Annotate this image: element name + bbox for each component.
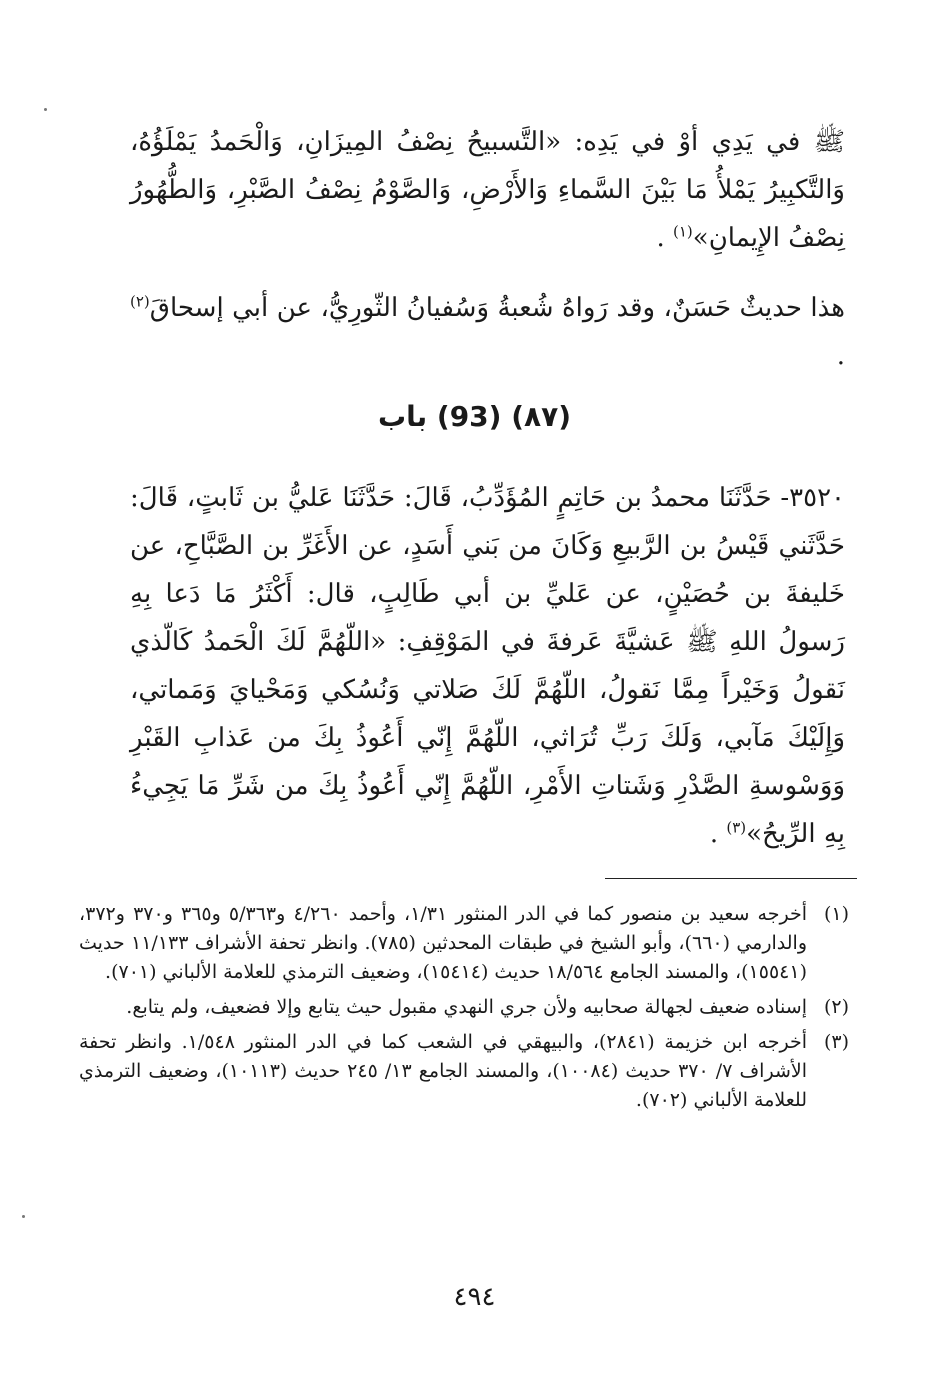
hadith-paragraph	[130, 474, 845, 858]
footnote-ref-2: (٢)	[130, 292, 150, 311]
footnote-2	[79, 993, 849, 1022]
footnotes-section	[79, 900, 849, 1121]
paragraph-end: .	[709, 819, 727, 849]
footnote-text: إسناده ضعيف لجهالة صحابيه ولأن جري النهدي مقبول حيث يتابع وإلا فضعيف، ولم يتابع.	[126, 996, 807, 1018]
footnote-text: أخرجه ابن خزيمة (٢٨٤١)، والبيهقي في الشعب كما في الدر المنثور ١/٥٤٨. وانظر تحفة الأشراف ٧/ ٣٧٠ حديث (١٠٠٨٤)، والمسند الجامع ١٣/ ٢٤٥ حديث (١٠١١٣)، وضعيف الترمذي للعلامة الألباني (٧٠٢).	[79, 1031, 808, 1111]
page-number: ٤٩٤	[453, 1282, 496, 1312]
hadith-grading-text: هذا حديثٌ حَسَنٌ، وقد رَواهُ شُعبةُ وَسُفيانُ الثّورِيُّ، عن أبي إسحاقَ	[149, 293, 845, 323]
footnote-1	[79, 900, 849, 987]
hadith-text: ٣٥٢٠- حَدَّثَنَا محمدُ بن حَاتِمٍ المُؤَدِّبُ، قَالَ: حَدَّثَنَا عَليُّ بن ثَابتٍ، قَالَ: حَدَّثَني قَيْسُ بن الرَّبيعِ وَكَانَ من بَني أَسَدٍ، عن الأَغَرِّ بن الصَّبَّاحِ، عن خَليفةَ بن حُصَيْنٍ، عن عَليِّ بن أبي طَالِبٍ، قال: أَكْثَرُ مَا دَعا بِهِ رَسولُ اللهِ ﷺ عَشيَّةَ عَرفةَ في المَوْقِفِ: «اللّهُمَّ لَكَ الْحَمدُ كَالّذي نَقولُ وَخَيْراً مِمَّا نَقولُ، اللّهُمَّ لَكَ صَلاتي وَنُسُكي وَمَحْيايَ وَمَماتي، وَإِلَيْكَ مَآبي، وَلَكَ رَبِّ تُرَاثي، اللّهُمَّ إِنّي أَعُوذُ بِكَ من عَذابِ القَبْرِ وَوَسْوسةِ الصَّدْرِ وَشَتاتِ الأَمْرِ، اللّهُمَّ إِنّي أَعُوذُ بِكَ من شَرِّ مَا يَجِيءُ بِهِ الرِّيحُ»	[130, 483, 845, 849]
hadith-grading-paragraph	[130, 284, 845, 380]
footnote-number: (٣)	[823, 1031, 849, 1053]
hadith-continuation-paragraph	[130, 118, 845, 262]
scan-speck	[22, 1215, 25, 1218]
footnote-ref-1: (١)	[673, 222, 693, 241]
footnote-text: أخرجه سعيد بن منصور كما في الدر المنثور ١/٣١، وأحمد ٤/٢٦٠ و٥/٣٦٣ و٣٦٥ و٣٧٠ و٣٧٢، والدارمي (٦٦٠)، وأبو الشيخ في طبقات المحدثين (٧٨٥). وانظر تحفة الأشراف ١١/١٣٣ حديث (١٥٥٤١)، والمسند الجامع ١٨/٥٦٤ حديث (١٥٤١٤)، وضعيف الترمذي للعلامة الألباني (٧٠١).	[79, 903, 808, 983]
footnote-number: (١)	[823, 903, 849, 925]
footnote-number: (٢)	[823, 996, 849, 1018]
hadith-continuation-text: ﷺ في يَدِي أوْ في يَدِه: «التَّسبيحُ نِصْفُ المِيزَانِ، وَالْحَمدُ يَمْلَؤُهُ، وَالتَّكبِيرُ يَمْلأُ مَا بَيْنَ السَّماءِ وَالأَرْضِ، وَالصَّوْمُ نِصْفُ الصَّبْرِ، وَالطُّهُورُ نِصْفُ الإِيمانِ»	[130, 127, 845, 253]
paragraph-end: .	[656, 223, 673, 253]
footnote-3	[79, 1028, 849, 1115]
scan-speck	[44, 108, 47, 111]
footnote-ref-3: (٣)	[726, 818, 747, 837]
paragraph-end: .	[836, 341, 845, 371]
chapter-heading: (٨٧) (93) باب	[377, 400, 571, 433]
footnote-divider	[605, 878, 857, 879]
